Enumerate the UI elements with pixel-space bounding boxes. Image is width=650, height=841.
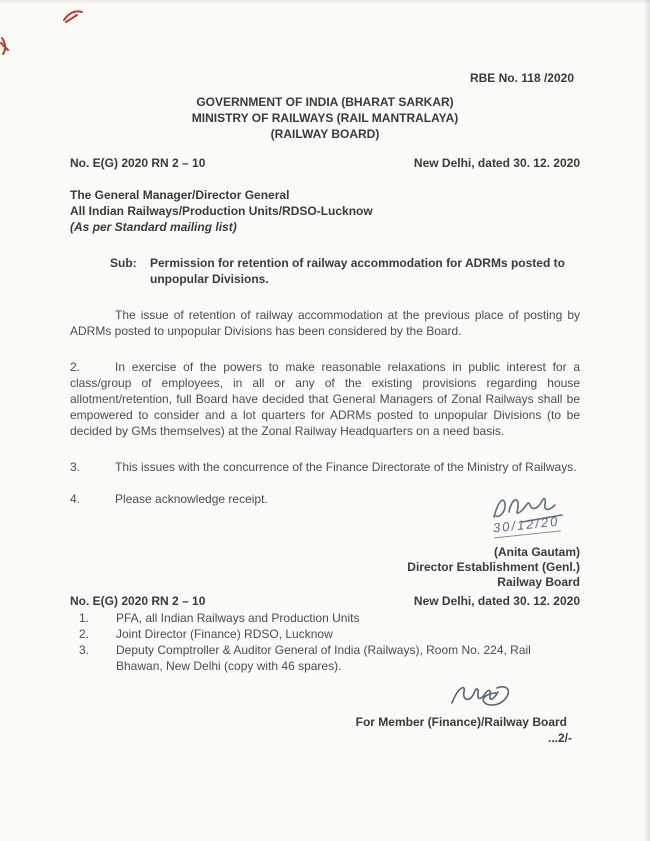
addressee-line3: (As per Standard mailing list) <box>70 220 237 234</box>
copy-item-2-text: Joint Director (Finance) RDSO, Lucknow <box>116 627 333 641</box>
copy-item-2 <box>70 626 580 642</box>
place-date: New Delhi, dated 30. 12. 2020 <box>413 156 580 170</box>
addressee-block <box>70 187 580 235</box>
copy-item-3 <box>70 642 580 674</box>
paragraph-2 <box>70 359 580 439</box>
file-number: No. E(G) 2020 RN 2 – 10 <box>70 156 206 170</box>
for-member-line: For Member (Finance)/Railway Board <box>355 715 567 729</box>
red-pen-mark-top <box>62 6 84 24</box>
page-number: ...2/- <box>547 731 572 745</box>
signatory-name: (Anita Gautam) <box>493 545 580 559</box>
paragraph-3-text: This issues with the concurrence of the Finance Directorate of the Ministry of Railways. <box>115 460 577 474</box>
paragraph-2-number: 2. <box>70 360 81 374</box>
letterhead-line2: MINISTRY OF RAILWAYS (RAIL MANTRALAYA) <box>191 111 459 125</box>
signature-2-ink <box>444 681 514 711</box>
paragraph-3-number: 3. <box>70 460 81 474</box>
copy-item-3-number: 3. <box>79 643 90 657</box>
paragraph-4-number: 4. <box>70 492 81 506</box>
file-date-row <box>70 155 580 171</box>
copy-place-date: New Delhi, dated 30. 12. 2020 <box>413 594 580 608</box>
addressee-line1: The General Manager/Director General <box>70 188 290 202</box>
copy-file-date-row <box>70 593 580 609</box>
copy-item-2-number: 2. <box>79 627 90 641</box>
letterhead-line3: (RAILWAY BOARD) <box>270 127 380 141</box>
paragraph-2-text: In exercise of the powers to make reasonable relaxations in public interest for a class/group of employees, in all or any of the existing provisions regarding house allotment/retention, full Board have decided that General Managers of Zonal Railways shall be empowered to consider and a lot quarters for ADRMs posted to unpopular Divisions (to be decided by GMs themselves) at the Zonal Railway Headquarters on a need basis. <box>70 360 580 438</box>
paragraph-4-text: Please acknowledge receipt. <box>115 492 268 506</box>
copy-item-1 <box>70 610 580 626</box>
signatory-org: Railway Board <box>497 575 580 589</box>
paragraph-1: The issue of retention of railway accommodation at the previous place of posting by ADRMs posted to unpopular Divisions has been considered by the Board. <box>70 308 580 338</box>
signature-date-handwritten: 30/12/20 <box>493 514 561 539</box>
copy-item-1-number: 1. <box>79 611 90 625</box>
rbe-number: RBE No. 118 /2020 <box>469 71 574 85</box>
subject-block <box>110 255 580 287</box>
signature-2-block <box>70 681 580 711</box>
subject-text: Permission for retention of railway accommodation for ADRMs posted to unpopular Divisions. <box>150 256 565 286</box>
addressee-line2: All Indian Railways/Production Units/RDSO-Lucknow <box>70 204 373 218</box>
copy-list <box>70 610 580 674</box>
copy-item-3-text: Deputy Comptroller & Auditor General of India (Railways), Room No. 224, Rail Bhawan, New Delhi (copy with 46 spares). <box>116 643 531 673</box>
red-pen-mark-left <box>0 36 10 56</box>
signatory-title: Director Establishment (Genl.) <box>407 560 580 574</box>
subject-label: Sub: <box>110 256 137 270</box>
copy-item-1-text: PFA, all Indian Railways and Production Units <box>116 611 360 625</box>
paragraph-3 <box>70 459 580 475</box>
letterhead-line1: GOVERNMENT OF INDIA (BHARAT SARKAR) <box>196 95 454 109</box>
letterhead <box>70 94 580 142</box>
signatory-block <box>70 545 580 590</box>
copy-file-number: No. E(G) 2020 RN 2 – 10 <box>70 594 206 608</box>
